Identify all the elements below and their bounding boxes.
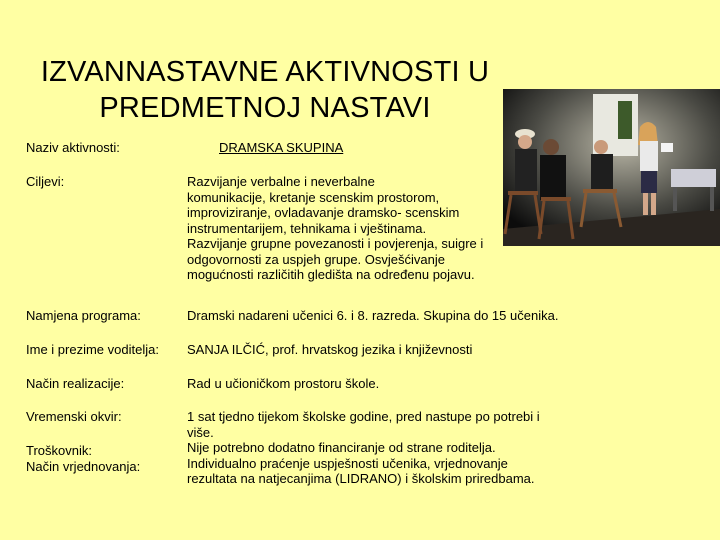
value-activity-name: DRAMSKA SKUPINA (219, 140, 344, 155)
goals-line: komunikacije, kretanje scenskim prostorom, (187, 189, 440, 205)
goals-line: Razvijanje verbalne i neverbalne (187, 174, 375, 189)
value-goals (187, 174, 587, 283)
goals-line: improviziranje, ovladavanje dramsko- scenskim (187, 205, 460, 220)
costs-line: Nije potrebno dodatno financiranje od strane roditelja. (187, 440, 496, 455)
time-frame-line: više. (187, 424, 214, 440)
value-leader-name: SANJA ILČIĆ, prof. hrvatskog jezika i književnosti (187, 342, 473, 357)
goals-line: Razvijanje grupne povezanosti i povjerenja, suigre i (187, 236, 484, 251)
title-line-1: IZVANNASTAVNE AKTIVNOSTI U (40, 56, 490, 88)
goals-line: mogućnosti različitih gledišta na određenu pojavu. (187, 267, 475, 282)
label-realization-method: Način realizacije: (26, 376, 125, 391)
evaluation-line: rezultata na natjecanjima (LIDRANO) i školskim priredbama. (187, 471, 535, 486)
title-line-2: PREDMETNOJ NASTAVI (99, 92, 431, 124)
value-realization-method: Rad u učioničkom prostoru škole. (187, 376, 380, 391)
goals-line: instrumentarijem, tehnikama i vještinama. (187, 220, 427, 236)
evaluation-line: Individualno praćenje uspješnosti učenika, vrjednovanje (187, 455, 508, 471)
label-activity-name: Naziv aktivnosti: (26, 140, 120, 155)
goals-line: odgovornosti za uspjeh grupe. Osvješćivanje (187, 251, 445, 267)
value-time-frame (187, 409, 587, 487)
label-goals: Ciljevi: (26, 174, 65, 189)
label-costs: Troškovnik: (26, 443, 92, 458)
value-program-purpose: Dramski nadareni učenici 6. i 8. razreda. Skupina do 15 učenika. (187, 308, 559, 323)
label-program-purpose: Namjena programa: (26, 308, 141, 323)
time-frame-line: 1 sat tjedno tijekom školske godine, pred nastupe po potrebi i (187, 409, 540, 424)
label-evaluation-method: Način vrjednovanja: (26, 459, 141, 474)
label-time-frame: Vremenski okvir: (26, 409, 122, 424)
label-leader-name: Ime i prezime voditelja: (26, 342, 159, 357)
page-title (0, 54, 530, 126)
